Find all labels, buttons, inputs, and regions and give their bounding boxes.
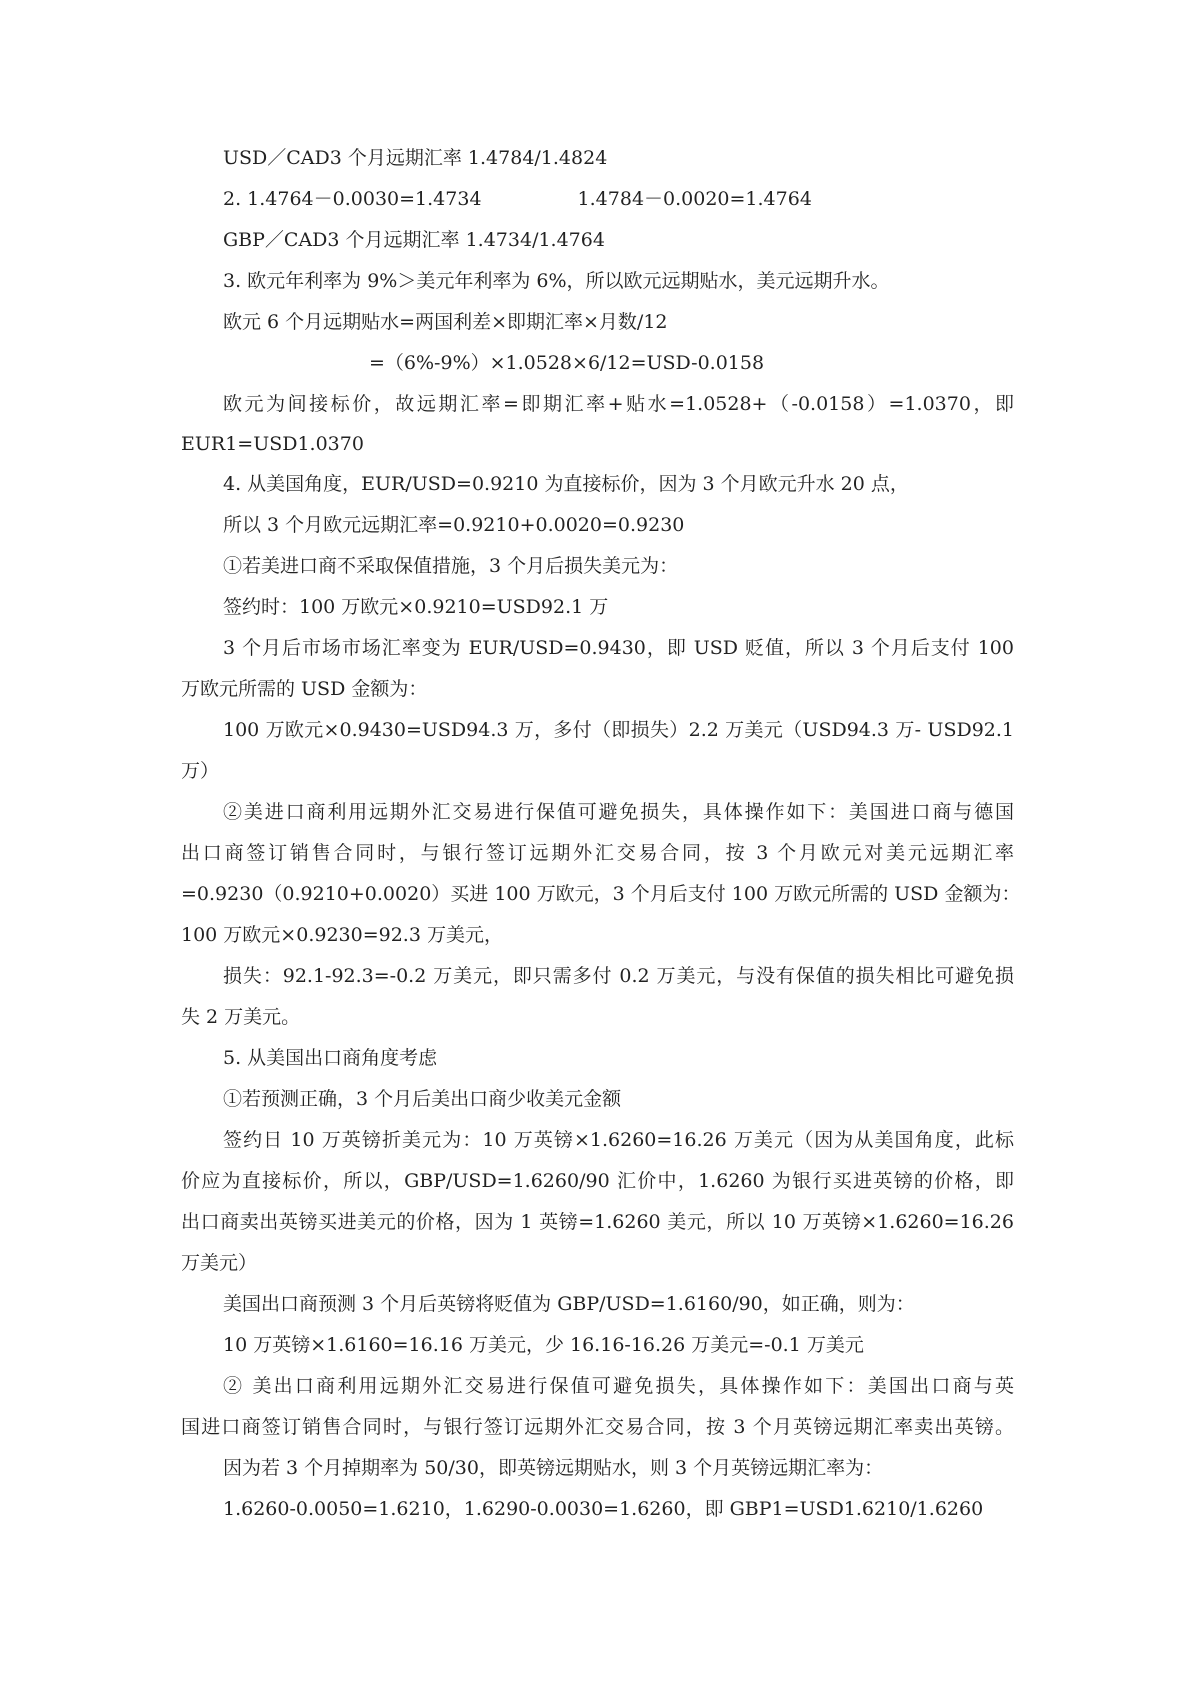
text-line: 万） (181, 760, 220, 782)
text-line: ①若美进口商不采取保值措施，3 个月后损失美元为： (223, 555, 679, 577)
text-line: 10 万英镑×1.6160=16.16 万美元，少 16.16-16.26 万美元=-0.1 万美元 (223, 1334, 864, 1356)
text-line: 签约日 10 万英镑折美元为：10 万英镑×1.6260=16.26 万美元（因为从美国角度，此标 (223, 1129, 1014, 1151)
text-line: 3 个月后市场市场汇率变为 EUR/USD=0.9430，即 USD 贬值，所以 3 个月后支付 100 (223, 637, 1014, 659)
text-line: 国进口商签订销售合同时，与银行签订远期外汇交易合同，按 3 个月英镑远期汇率卖出英镑。 (181, 1416, 1014, 1438)
text-line: 因为若 3 个月掉期率为 50/30，即英镑远期贴水，则 3 个月英镑远期汇率为： (223, 1457, 884, 1479)
text-line: 所以 3 个月欧元远期汇率=0.9210+0.0020=0.9230 (223, 514, 685, 536)
text-line: 3. 欧元年利率为 9%＞美元年利率为 6%，所以欧元远期贴水，美元远期升水。 (223, 270, 890, 292)
text-line: 签约时：100 万欧元×0.9210=USD92.1 万 (223, 596, 609, 618)
text-line: ①若预测正确，3 个月后美出口商少收美元金额 (223, 1088, 622, 1110)
text-line: 万美元） (181, 1252, 258, 1274)
equation-line: =（6%-9%）×1.0528×6/12=USD-0.0158 (369, 352, 765, 374)
text-line: 失 2 万美元。 (181, 1006, 301, 1028)
text-line: ②美进口商利用远期外汇交易进行保值可避免损失，具体操作如下：美国进口商与德国 (223, 801, 1014, 823)
text-line: 4. 从美国角度，EUR/USD=0.9210 为直接标价，因为 3 个月欧元升水 20 点， (223, 473, 909, 495)
text-line: 万欧元所需的 USD 金额为： (181, 678, 428, 700)
text-line: GBP／CAD3 个月远期汇率 1.4734/1.4764 (223, 229, 605, 251)
text-line: 100 万欧元×0.9430=USD94.3 万，多付（即损失）2.2 万美元（USD94.3 万- USD92.1 (223, 719, 1014, 741)
text-line: 100 万欧元×0.9230=92.3 万美元， (181, 924, 503, 946)
text-line: 损失：92.1-92.3=-0.2 万美元，即只需多付 0.2 万美元，与没有保值的损失相比可避免损 (223, 965, 1014, 987)
text-line: USD／CAD3 个月远期汇率 1.4784/1.4824 (223, 147, 608, 169)
text-line: EUR1=USD1.0370 (181, 433, 364, 455)
text-line: 1.6260-0.0050=1.6210，1.6290-0.0030=1.6260，即 GBP1=USD1.6210/1.6260 (223, 1498, 984, 1520)
text-line (0, 184, 1191, 214)
text-line: 出口商签订销售合同时，与银行签订远期外汇交易合同，按 3 个月欧元对美元远期汇率 (181, 842, 1014, 864)
text-line: ② 美出口商利用远期外汇交易进行保值可避免损失，具体操作如下：美国出口商与英 (223, 1375, 1014, 1397)
text-segment: 1.4784－0.0020=1.4764 (577, 188, 812, 210)
text-segment: 2. 1.4764－0.0030=1.4734 (223, 188, 482, 210)
text-line: 欧元 6 个月远期贴水=两国利差×即期汇率×月数/12 (223, 311, 668, 333)
text-line: 5. 从美国出口商角度考虑 (223, 1047, 438, 1069)
text-line: 欧元为间接标价，故远期汇率=即期汇率+贴水=1.0528+（-0.0158）=1.0370，即 (223, 393, 1014, 415)
text-line: =0.9230（0.9210+0.0020）买进 100 万欧元，3 个月后支付 100 万欧元所需的 USD 金额为： (181, 883, 1021, 905)
text-line: 美国出口商预测 3 个月后英镑将贬值为 GBP/USD=1.6160/90，如正确，则为： (223, 1293, 915, 1315)
text-line: 价应为直接标价，所以，GBP/USD=1.6260/90 汇价中，1.6260 为银行买进英镑的价格，即 (181, 1170, 1014, 1192)
text-line: 出口商卖出英镑买进美元的价格，因为 1 英镑=1.6260 美元，所以 10 万英镑×1.6260=16.26 (181, 1211, 1014, 1233)
